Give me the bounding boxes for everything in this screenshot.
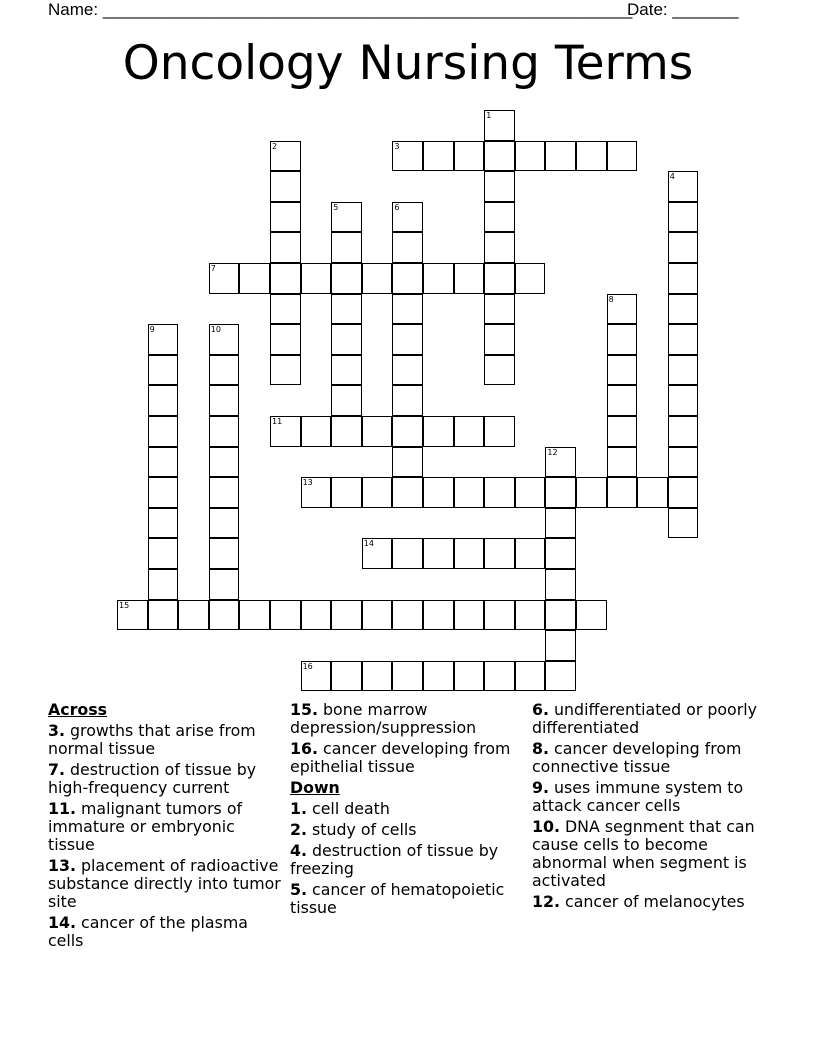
grid-cell[interactable] xyxy=(607,385,638,416)
grid-cell[interactable] xyxy=(209,600,240,631)
grid-cell[interactable] xyxy=(209,355,240,386)
grid-cell[interactable] xyxy=(270,294,301,325)
grid-cell[interactable] xyxy=(484,416,515,447)
grid-cell[interactable] xyxy=(331,324,362,355)
grid-cell[interactable] xyxy=(484,477,515,508)
grid-cell[interactable] xyxy=(392,232,423,263)
grid-cell[interactable] xyxy=(392,538,423,569)
grid-cell[interactable] xyxy=(270,600,301,631)
grid-cell[interactable] xyxy=(209,477,240,508)
grid-cell[interactable] xyxy=(545,661,576,692)
grid-cell[interactable] xyxy=(454,477,485,508)
grid-cell[interactable] xyxy=(668,171,699,202)
grid-cell[interactable] xyxy=(576,477,607,508)
grid-cell[interactable] xyxy=(607,141,638,172)
grid-cell[interactable] xyxy=(637,477,668,508)
grid-cell[interactable] xyxy=(576,600,607,631)
grid-cell[interactable] xyxy=(484,110,515,141)
clue-down-5: 5. cancer of hematopoietic tissue xyxy=(290,880,505,917)
grid-cell[interactable] xyxy=(423,477,454,508)
grid-cell[interactable] xyxy=(545,569,576,600)
clue-number: 4 xyxy=(669,172,675,182)
clue-number: 6 xyxy=(394,202,400,212)
grid-cell[interactable] xyxy=(148,385,179,416)
grid-cell[interactable] xyxy=(148,355,179,386)
grid-cell[interactable] xyxy=(454,538,485,569)
clue-number: 3 xyxy=(394,141,400,151)
clue-across-13: 13. placement of radioactive substance directly into tumor site xyxy=(48,856,281,911)
clue-down-8: 8. cancer developing from connective tissue xyxy=(532,739,742,776)
grid-cell[interactable] xyxy=(362,416,393,447)
grid-cell[interactable] xyxy=(362,661,393,692)
grid-cell[interactable] xyxy=(515,600,546,631)
grid-cell[interactable] xyxy=(454,141,485,172)
grid-cell[interactable] xyxy=(668,447,699,478)
grid-cell[interactable] xyxy=(209,385,240,416)
grid-cell[interactable] xyxy=(148,324,179,355)
grid-cell[interactable] xyxy=(484,263,515,294)
grid-cell[interactable] xyxy=(515,263,546,294)
grid-cell[interactable] xyxy=(392,324,423,355)
grid-cell[interactable] xyxy=(454,661,485,692)
grid-cell[interactable] xyxy=(668,324,699,355)
grid-cell[interactable] xyxy=(545,630,576,661)
grid-cell[interactable] xyxy=(423,538,454,569)
clue-number: 11 xyxy=(272,417,283,426)
clue-column-1 xyxy=(48,701,284,953)
grid-cell[interactable] xyxy=(423,661,454,692)
grid-cell[interactable] xyxy=(454,263,485,294)
grid-cell[interactable] xyxy=(607,324,638,355)
grid-cell[interactable] xyxy=(607,294,638,325)
grid-cell[interactable] xyxy=(392,355,423,386)
grid-cell[interactable] xyxy=(392,263,423,294)
grid-cell[interactable] xyxy=(209,324,240,355)
clue-down-9: 9. uses immune system to attack cancer cells xyxy=(532,778,744,815)
grid-cell[interactable] xyxy=(270,141,301,172)
grid-cell[interactable] xyxy=(209,447,240,478)
grid-cell[interactable] xyxy=(484,202,515,233)
grid-cell[interactable] xyxy=(423,600,454,631)
grid-cell[interactable] xyxy=(148,508,179,539)
grid-cell[interactable] xyxy=(392,385,423,416)
clue-down-4: 4. destruction of tissue by freezing xyxy=(290,841,499,878)
clue-number: 10 xyxy=(210,325,221,335)
grid-cell[interactable] xyxy=(515,661,546,692)
grid-cell[interactable] xyxy=(178,600,209,631)
grid-cell[interactable] xyxy=(148,477,179,508)
clue-across-7: 7. destruction of tissue by high-frequency current xyxy=(48,760,257,797)
grid-cell[interactable] xyxy=(209,508,240,539)
grid-cell[interactable] xyxy=(607,355,638,386)
grid-cell[interactable] xyxy=(392,447,423,478)
grid-cell[interactable] xyxy=(331,232,362,263)
grid-cell[interactable] xyxy=(484,661,515,692)
grid-cell[interactable] xyxy=(454,600,485,631)
clue-number: 8 xyxy=(608,294,614,304)
grid-cell[interactable] xyxy=(545,538,576,569)
grid-cell[interactable] xyxy=(331,416,362,447)
grid-cell[interactable] xyxy=(270,324,301,355)
page-title: Oncology Nursing Terms xyxy=(122,36,694,91)
clue-across-3: 3. growths that arise from normal tissue xyxy=(48,721,256,758)
grid-cell[interactable] xyxy=(148,447,179,478)
clue-number: 15 xyxy=(119,600,130,610)
grid-cell[interactable] xyxy=(668,232,699,263)
clue-number: 16 xyxy=(302,661,313,671)
grid-cell[interactable] xyxy=(209,538,240,569)
clue-number: 7 xyxy=(210,264,216,273)
clue-down-10: 10. DNA segnment that can cause cells to become abnormal when segment is activated xyxy=(532,817,755,890)
grid-cell[interactable] xyxy=(484,324,515,355)
grid-cell[interactable] xyxy=(515,141,546,172)
grid-cell[interactable] xyxy=(301,416,332,447)
grid-cell[interactable] xyxy=(454,416,485,447)
grid-cell[interactable] xyxy=(484,141,515,172)
grid-cell[interactable] xyxy=(607,416,638,447)
grid-cell[interactable] xyxy=(392,141,423,172)
grid-cell[interactable] xyxy=(607,477,638,508)
grid-cell[interactable] xyxy=(607,447,638,478)
grid-cell[interactable] xyxy=(545,508,576,539)
grid-cell[interactable] xyxy=(545,141,576,172)
grid-cell[interactable] xyxy=(301,477,332,508)
clue-number: 14 xyxy=(363,539,374,549)
grid-cell[interactable] xyxy=(362,600,393,631)
grid-cell[interactable] xyxy=(148,600,179,631)
clue-number: 13 xyxy=(302,478,313,488)
grid-cell[interactable] xyxy=(545,447,576,478)
grid-cell[interactable] xyxy=(515,477,546,508)
grid-cell[interactable] xyxy=(331,355,362,386)
grid-cell[interactable] xyxy=(331,385,362,416)
grid-cell[interactable] xyxy=(668,355,699,386)
clue-across-16: 16. cancer developing from epithelial tissue xyxy=(290,739,511,776)
clue-down-6: 6. undifferentiated or poorly differentiated xyxy=(532,700,757,737)
date-line: _______ xyxy=(672,0,739,19)
grid-cell[interactable] xyxy=(515,538,546,569)
grid-cell[interactable] xyxy=(423,141,454,172)
clue-across-15: 15. bone marrow depression/suppression xyxy=(290,700,477,737)
clue-column-2 xyxy=(290,701,526,920)
grid-cell[interactable] xyxy=(362,263,393,294)
clue-down-2: 2. study of cells xyxy=(290,820,417,839)
grid-cell[interactable] xyxy=(668,477,699,508)
grid-cell[interactable] xyxy=(392,661,423,692)
clue-number: 9 xyxy=(149,325,155,335)
grid-cell[interactable] xyxy=(668,263,699,294)
grid-cell[interactable] xyxy=(423,263,454,294)
grid-cell[interactable] xyxy=(209,569,240,600)
grid-cell[interactable] xyxy=(423,416,454,447)
grid-cell[interactable] xyxy=(148,416,179,447)
clue-across-11: 11. malignant tumors of immature or embryonic tissue xyxy=(48,799,243,854)
grid-cell[interactable] xyxy=(668,294,699,325)
grid-cell[interactable] xyxy=(117,600,148,631)
grid-cell[interactable] xyxy=(392,294,423,325)
grid-cell[interactable] xyxy=(576,141,607,172)
grid-cell[interactable] xyxy=(331,202,362,233)
grid-cell[interactable] xyxy=(392,416,423,447)
grid-cell[interactable] xyxy=(270,202,301,233)
grid-cell[interactable] xyxy=(331,263,362,294)
grid-cell[interactable] xyxy=(148,569,179,600)
clue-number: 1 xyxy=(486,111,492,120)
grid-cell[interactable] xyxy=(668,508,699,539)
clue-down-12: 12. cancer of melanocytes xyxy=(532,892,745,911)
clue-across-14: 14. cancer of the plasma cells xyxy=(48,913,248,950)
grid-cell[interactable] xyxy=(239,263,270,294)
grid-cell[interactable] xyxy=(270,232,301,263)
date-label: Date: xyxy=(627,0,668,19)
grid-cell[interactable] xyxy=(545,477,576,508)
grid-cell[interactable] xyxy=(484,538,515,569)
name-line: ________________________________________________________ xyxy=(102,0,633,19)
clue-number: 12 xyxy=(547,447,558,457)
grid-cell[interactable] xyxy=(668,416,699,447)
clue-number: 5 xyxy=(333,202,339,212)
clue-number: 2 xyxy=(272,141,278,151)
grid-cell[interactable] xyxy=(362,477,393,508)
grid-cell[interactable] xyxy=(331,600,362,631)
grid-cell[interactable] xyxy=(545,600,576,631)
grid-cell[interactable] xyxy=(301,263,332,294)
grid-cell[interactable] xyxy=(362,538,393,569)
grid-cell[interactable] xyxy=(668,202,699,233)
grid-cell[interactable] xyxy=(148,538,179,569)
grid-cell[interactable] xyxy=(392,202,423,233)
grid-cell[interactable] xyxy=(270,355,301,386)
grid-cell[interactable] xyxy=(209,416,240,447)
grid-cell[interactable] xyxy=(331,477,362,508)
grid-cell[interactable] xyxy=(331,294,362,325)
grid-cell[interactable] xyxy=(301,600,332,631)
grid-cell[interactable] xyxy=(301,661,332,692)
grid-cell[interactable] xyxy=(392,600,423,631)
grid-cell[interactable] xyxy=(270,171,301,202)
grid-cell[interactable] xyxy=(484,232,515,263)
grid-cell[interactable] xyxy=(270,416,301,447)
grid-cell[interactable] xyxy=(239,600,270,631)
down-heading: Down xyxy=(290,778,340,797)
grid-cell[interactable] xyxy=(270,263,301,294)
grid-cell[interactable] xyxy=(484,171,515,202)
grid-cell[interactable] xyxy=(484,600,515,631)
grid-cell[interactable] xyxy=(209,263,240,294)
clue-down-1: 1. cell death xyxy=(290,799,390,818)
grid-cell[interactable] xyxy=(484,355,515,386)
grid-cell[interactable] xyxy=(331,661,362,692)
grid-cell[interactable] xyxy=(668,385,699,416)
grid-cell[interactable] xyxy=(484,294,515,325)
grid-cell[interactable] xyxy=(392,477,423,508)
name-label: Name: xyxy=(48,0,99,19)
clue-column-3 xyxy=(532,701,768,914)
across-heading: Across xyxy=(48,700,108,719)
